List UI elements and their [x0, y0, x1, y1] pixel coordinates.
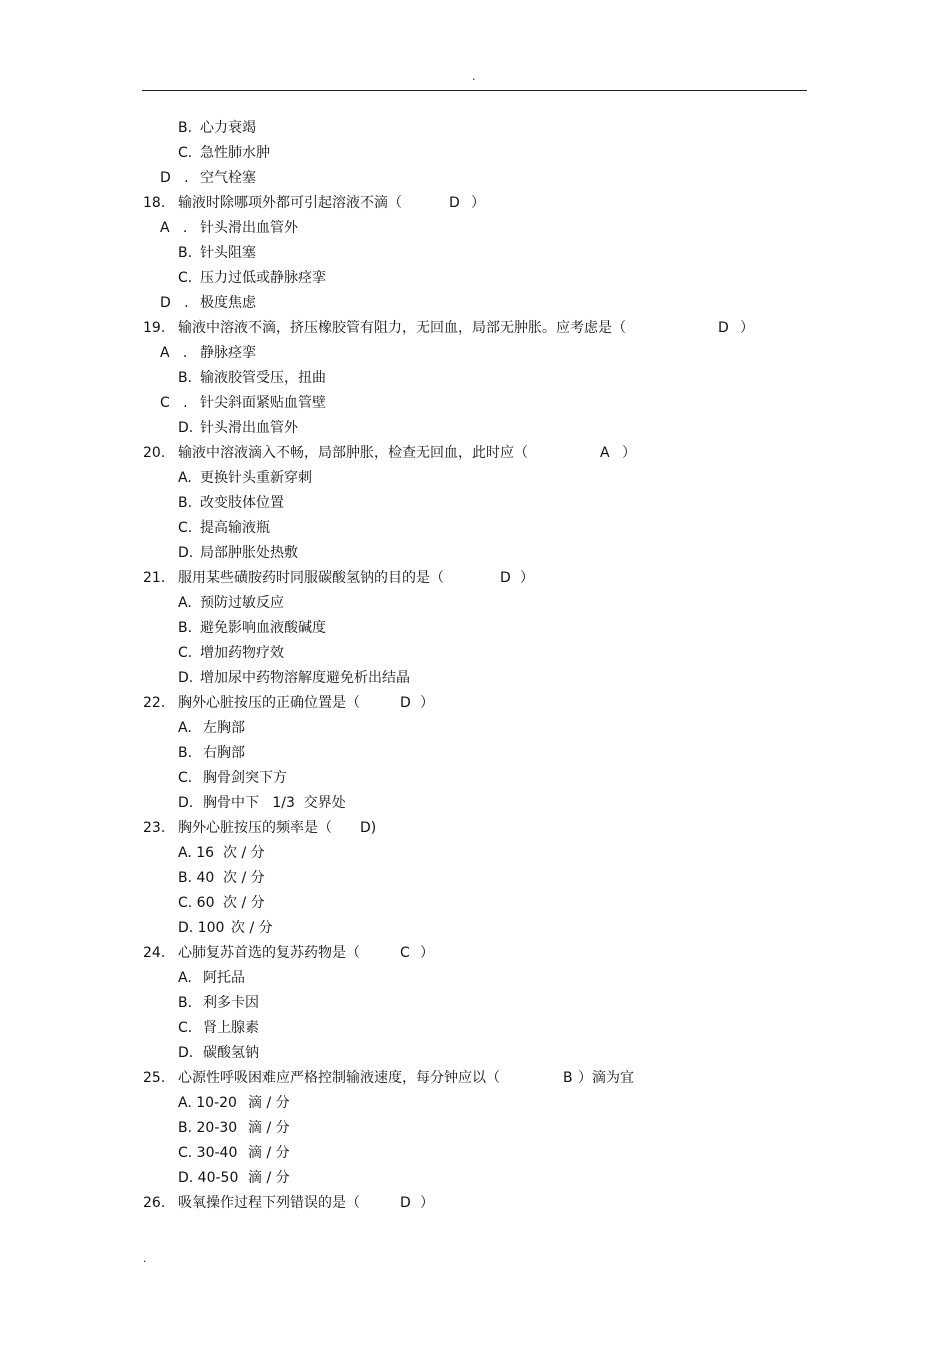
question-line	[0, 193, 950, 213]
option-text: 空气栓塞	[200, 170, 256, 186]
option-label: D.	[178, 545, 194, 561]
option-line	[0, 793, 950, 813]
option-line	[0, 368, 950, 388]
option-line	[0, 143, 950, 163]
option-label: C. 30-40	[178, 1145, 238, 1161]
question-number: 22.	[143, 695, 166, 711]
option-label: B. 40	[178, 870, 215, 886]
option-label: A. 16	[178, 845, 215, 861]
option-line	[0, 1018, 950, 1038]
option-line	[0, 293, 950, 313]
option-text: 针头滑出血管外	[200, 220, 298, 236]
question-number: 23.	[143, 820, 166, 836]
option-line	[0, 493, 950, 513]
option-label: D.	[178, 420, 194, 436]
option-label: A.	[178, 595, 192, 611]
option-line	[0, 268, 950, 288]
option-text: 针头阻塞	[200, 245, 256, 261]
option-text: 急性肺水肿	[200, 145, 270, 161]
option-line	[0, 168, 950, 188]
question-number: 21.	[143, 570, 166, 586]
option-line	[0, 843, 950, 863]
option-line	[0, 918, 950, 938]
header-rule	[142, 90, 807, 91]
option-label: B. 20-30	[178, 1120, 238, 1136]
option-label: A.	[178, 720, 192, 736]
option-line	[0, 893, 950, 913]
option-text: 胸骨中下 1/3 交界处	[203, 795, 346, 811]
question-line	[0, 693, 950, 713]
option-text: 增加尿中药物溶解度避免析出结晶	[200, 670, 410, 686]
question-tail: ）	[420, 1195, 434, 1211]
option-label: C.	[178, 645, 193, 661]
question-line	[0, 443, 950, 463]
option-text: 静脉痉挛	[200, 345, 256, 361]
option-label: D .	[160, 170, 189, 186]
option-text: 阿托品	[203, 970, 245, 986]
option-label: B.	[178, 245, 193, 261]
option-label: D .	[160, 295, 189, 311]
option-label: C. 60	[178, 895, 215, 911]
option-line	[0, 418, 950, 438]
option-text: 预防过敏反应	[200, 595, 284, 611]
question-text: 输液中溶液不滴，挤压橡胶管有阻力，无回血，局部无肿胀。应考虑是（	[178, 320, 626, 336]
option-line	[0, 968, 950, 988]
option-label: D. 40-50	[178, 1170, 239, 1186]
answer-key: D	[400, 1195, 411, 1211]
option-line	[0, 543, 950, 563]
option-line	[0, 1118, 950, 1138]
option-line	[0, 618, 950, 638]
header-mark: .	[472, 70, 476, 83]
option-label: C.	[178, 770, 193, 786]
option-text: 滴 / 分	[248, 1170, 290, 1186]
question-number: 20.	[143, 445, 166, 461]
option-label: A.	[178, 470, 192, 486]
question-tail: ）	[471, 195, 485, 211]
option-line	[0, 1043, 950, 1063]
option-text: 次 / 分	[231, 920, 273, 936]
question-line	[0, 568, 950, 588]
option-text: 肾上腺素	[203, 1020, 259, 1036]
option-label: B.	[178, 495, 193, 511]
option-label: C.	[178, 520, 193, 536]
question-line	[0, 943, 950, 963]
option-label: B.	[178, 995, 193, 1011]
option-text: 提高输液瓶	[200, 520, 270, 536]
option-text: 更换针头重新穿刺	[200, 470, 312, 486]
question-number: 24.	[143, 945, 166, 961]
option-line	[0, 1143, 950, 1163]
option-text: 局部肿胀处热敷	[200, 545, 298, 561]
question-number: 25.	[143, 1070, 166, 1086]
answer-key: D	[500, 570, 511, 586]
option-text: 次 / 分	[223, 845, 265, 861]
question-line	[0, 1193, 950, 1213]
option-text: 极度焦虑	[200, 295, 256, 311]
option-text: 滴 / 分	[248, 1095, 290, 1111]
question-text: 胸外心脏按压的正确位置是（	[178, 695, 360, 711]
question-text: 输液时除哪项外都可引起溶液不滴（	[178, 195, 402, 211]
answer-key: D)	[360, 820, 377, 836]
option-line	[0, 343, 950, 363]
question-tail: ）	[420, 945, 434, 961]
option-text: 避免影响血液酸碱度	[200, 620, 326, 636]
option-line	[0, 668, 950, 688]
option-line	[0, 1168, 950, 1188]
question-line	[0, 818, 950, 838]
option-line	[0, 393, 950, 413]
question-number: 26.	[143, 1195, 166, 1211]
footer-mark: .	[143, 1252, 147, 1265]
question-tail: ）	[740, 320, 754, 336]
question-text: 心源性呼吸困难应严格控制输液速度，每分钟应以（	[178, 1070, 500, 1086]
option-label: B.	[178, 745, 193, 761]
option-line	[0, 993, 950, 1013]
question-line	[0, 318, 950, 338]
option-line	[0, 768, 950, 788]
option-line	[0, 868, 950, 888]
option-text: 胸骨剑突下方	[203, 770, 287, 786]
answer-key: D	[718, 320, 729, 336]
option-line	[0, 468, 950, 488]
option-line	[0, 518, 950, 538]
question-tail: ）	[520, 570, 534, 586]
option-text: 改变肢体位置	[200, 495, 284, 511]
option-label: C.	[178, 145, 193, 161]
answer-key: D	[400, 695, 411, 711]
option-line	[0, 243, 950, 263]
option-line	[0, 218, 950, 238]
option-line	[0, 593, 950, 613]
question-tail: ）滴为宜	[578, 1070, 634, 1086]
option-text: 左胸部	[203, 720, 245, 736]
option-label: A .	[160, 220, 188, 236]
option-line	[0, 643, 950, 663]
option-text: 压力过低或静脉痉挛	[200, 270, 326, 286]
answer-key: C	[400, 945, 410, 961]
option-line	[0, 743, 950, 763]
question-line	[0, 1068, 950, 1088]
question-number: 18.	[143, 195, 166, 211]
question-tail: ）	[622, 445, 636, 461]
option-text: 次 / 分	[223, 895, 265, 911]
question-text: 胸外心脏按压的频率是（	[178, 820, 332, 836]
option-label: B.	[178, 120, 193, 136]
option-text: 增加药物疗效	[200, 645, 284, 661]
option-text: 针尖斜面紧贴血管壁	[200, 395, 326, 411]
option-label: C.	[178, 1020, 193, 1036]
option-text: 右胸部	[203, 745, 245, 761]
option-label: D. 100	[178, 920, 225, 936]
question-text: 输液中溶液滴入不畅，局部肿胀，检查无回血，此时应（	[178, 445, 528, 461]
option-label: D.	[178, 670, 194, 686]
question-tail: ）	[420, 695, 434, 711]
question-text: 服用某些磺胺药时同服碳酸氢钠的目的是（	[178, 570, 444, 586]
option-label: D.	[178, 1045, 194, 1061]
option-text: 利多卡因	[203, 995, 259, 1011]
option-text: 次 / 分	[223, 870, 265, 886]
option-label: A.	[178, 970, 192, 986]
option-label: C.	[178, 270, 193, 286]
option-line	[0, 118, 950, 138]
option-label: A .	[160, 345, 188, 361]
option-label: C .	[160, 395, 188, 411]
option-text: 心力衰竭	[200, 120, 256, 136]
option-text: 碳酸氢钠	[203, 1045, 259, 1061]
question-number: 19.	[143, 320, 166, 336]
question-text: 吸氧操作过程下列错误的是（	[178, 1195, 360, 1211]
option-label: D.	[178, 795, 194, 811]
option-line	[0, 1093, 950, 1113]
option-text: 输液胶管受压，扭曲	[200, 370, 326, 386]
question-text: 心肺复苏首选的复苏药物是（	[178, 945, 360, 961]
option-label: A. 10-20	[178, 1095, 237, 1111]
option-text: 滴 / 分	[248, 1120, 290, 1136]
answer-key: D	[449, 195, 460, 211]
option-label: B.	[178, 370, 193, 386]
answer-key: B	[563, 1070, 573, 1086]
option-label: B.	[178, 620, 193, 636]
option-line	[0, 718, 950, 738]
option-text: 针头滑出血管外	[200, 420, 298, 436]
answer-key: A	[600, 445, 610, 461]
option-text: 滴 / 分	[248, 1145, 290, 1161]
